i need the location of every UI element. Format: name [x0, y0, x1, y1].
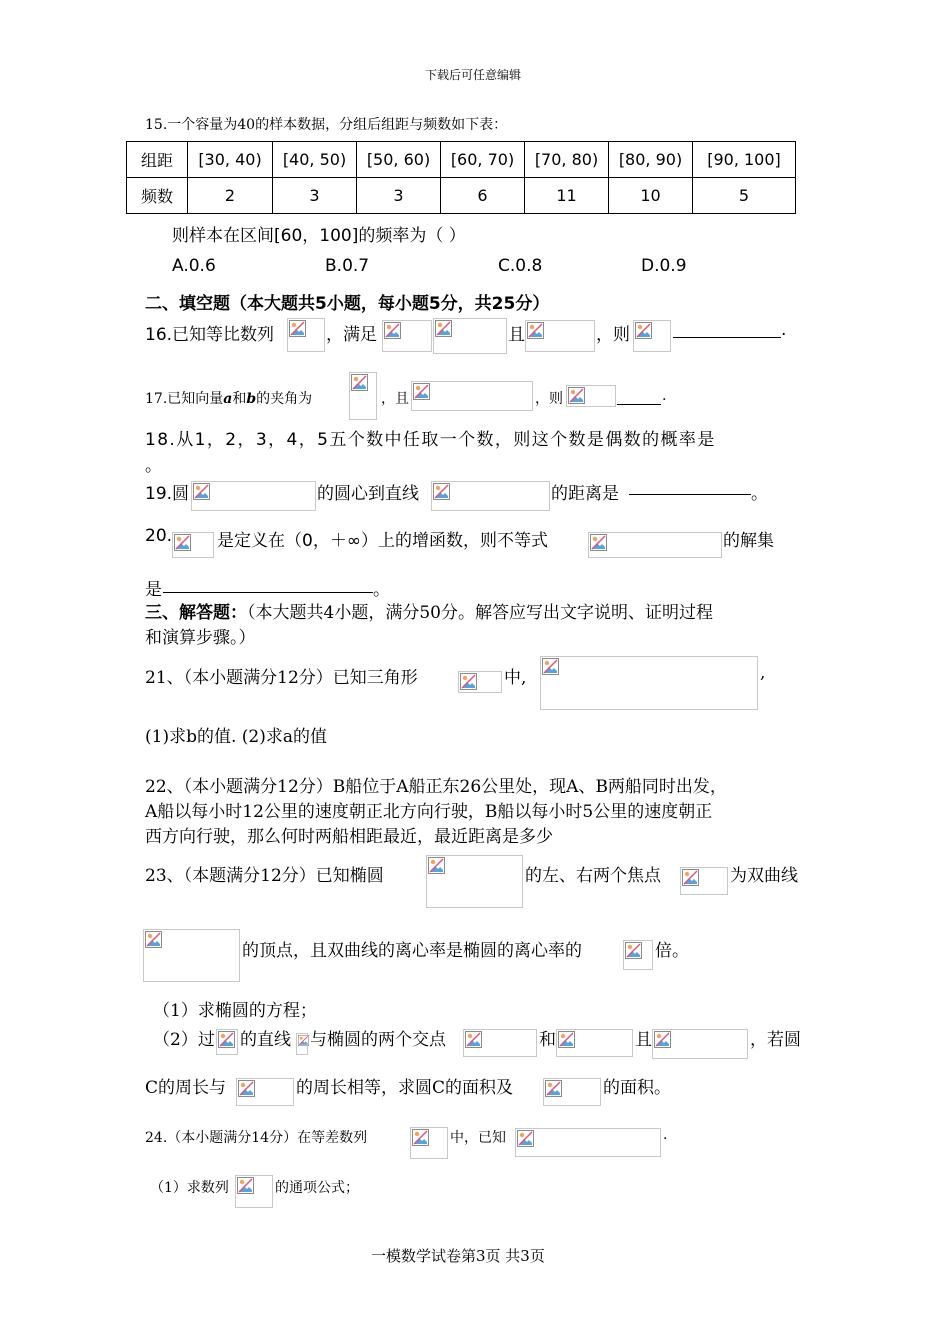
formula-image [349, 372, 377, 420]
table-cell: [60, 70) [441, 142, 525, 178]
table-row-label: 频数 [127, 178, 188, 214]
formula-image [143, 929, 240, 982]
q17-answer-blank [617, 404, 661, 405]
broken-image-icon [351, 374, 368, 391]
q19-text-a: 19.圆 [145, 484, 190, 504]
broken-image-icon [527, 322, 544, 339]
table-cell: [50, 60) [357, 142, 441, 178]
section3-line2: 和演算步骤。） [145, 628, 256, 648]
formula-image [680, 867, 728, 895]
broken-image-icon [238, 1080, 255, 1097]
q23-part2-c: 与椭圆的两个交点 [310, 1030, 446, 1050]
q23-part2-e: 且 [635, 1030, 652, 1050]
table-row-label: 组距 [127, 142, 188, 178]
q15-prompt: 15.一个容量为40的样本数据，分组后组距与频数如下表： [145, 117, 508, 133]
broken-image-icon [218, 1031, 235, 1048]
formula-image [235, 1175, 273, 1208]
broken-image-icon [542, 658, 559, 675]
q23-text-d: 的顶点，且双曲线的离心率是椭圆的离心率的 [242, 941, 582, 961]
q22-line3: 西方向行驶，那么何时两船相距最近，最近距离是多少 [145, 827, 553, 847]
q23-part3-c: 的面积。 [603, 1078, 671, 1098]
q23-part2-b: 的直线 [240, 1030, 291, 1050]
table-cell: [70, 80) [525, 142, 609, 178]
broken-image-icon [145, 931, 162, 948]
table-cell: 3 [357, 178, 441, 214]
section3-title: 三、解答题： [145, 603, 247, 623]
formula-image [556, 1029, 633, 1057]
table-row [127, 178, 796, 214]
formula-image [172, 532, 214, 558]
q23-part3-b: 的周长相等，求圆C的面积及 [296, 1078, 514, 1098]
broken-image-icon [545, 1080, 562, 1097]
broken-image-icon [465, 1031, 482, 1048]
q20-number: 20. [145, 526, 173, 546]
table-cell: 6 [441, 178, 525, 214]
formula-image [458, 671, 502, 693]
q20-line2: 是 [145, 580, 162, 600]
broken-image-icon [435, 320, 452, 337]
q23-text-b: 的左、右两个焦点 [525, 866, 661, 886]
q23-part1: （1）求椭圆的方程； [153, 1001, 317, 1021]
formula-image [652, 1029, 748, 1059]
formula-image [588, 532, 722, 558]
table-cell: [40, 50) [273, 142, 357, 178]
table-cell: 2 [188, 178, 273, 214]
formula-image [463, 1029, 537, 1057]
q21-text-c: , [760, 663, 766, 683]
q17-prefix: 17.已知向量 [145, 391, 224, 407]
table-cell: [90, 100] [693, 142, 796, 178]
q15-option-a: A.0.6 [172, 256, 216, 276]
q23-part2-d: 和 [539, 1030, 556, 1050]
broken-image-icon [460, 673, 477, 690]
broken-image-icon [635, 322, 652, 339]
formula-image [191, 481, 316, 511]
formula-image [426, 855, 523, 908]
q21-text-a: 21、（本小题满分12分）已知三角形 [145, 668, 418, 688]
broken-image-icon [428, 857, 445, 874]
q23-text-c: 为双曲线 [730, 866, 798, 886]
broken-image-icon [625, 942, 642, 959]
formula-image [566, 385, 616, 407]
broken-image-icon [413, 383, 430, 400]
table-row [127, 142, 796, 178]
q20-text-c: 的解集 [723, 531, 774, 551]
q16-answer-blank [673, 337, 781, 338]
q20-answer-blank [163, 592, 373, 593]
q19-text-b: 的圆心到直线 [317, 484, 419, 504]
formula-image [623, 940, 653, 970]
formula-image [216, 1029, 238, 1055]
q24-part1-b: 的通项公式； [275, 1180, 359, 1196]
q15-option-b: B.0.7 [325, 256, 370, 276]
q23-part2-a: （2）过 [153, 1030, 215, 1050]
q19-answer-blank [629, 494, 751, 495]
broken-image-icon [433, 483, 450, 500]
table-cell: [30, 40) [188, 142, 273, 178]
formula-image [540, 656, 758, 710]
broken-image-icon [517, 1130, 534, 1147]
section2-title: 二、填空题（本大题共5小题，每小题5分，共25分） [145, 294, 550, 314]
q22-line1: 22、（本小题满分12分）B船位于A船正东26公里处，现A、B两船同时出发， [145, 777, 727, 797]
q21-line2: (1)求b的值. (2)求a的值 [145, 727, 327, 747]
formula-image [236, 1078, 294, 1106]
frequency-table [126, 141, 796, 214]
broken-image-icon [654, 1031, 671, 1048]
formula-image [382, 320, 432, 352]
q16-text-a: 16.已知等比数列 [145, 325, 275, 345]
vector-b: b [246, 391, 257, 407]
section3-heading [145, 598, 713, 623]
table-cell: 3 [273, 178, 357, 214]
formula-image [525, 320, 595, 352]
broken-image-icon [289, 320, 306, 337]
formula-image [633, 320, 671, 352]
broken-image-icon [384, 322, 401, 339]
q16-end: . [781, 320, 787, 340]
q18-line1: 18.从1，2，3，4，5五个数中任取一个数，则这个数是偶数的概率是 [145, 430, 716, 450]
q19-text-c: 的距离是 [551, 484, 619, 504]
formula-image [433, 318, 507, 354]
table-cell: 11 [525, 178, 609, 214]
broken-image-icon [412, 1129, 429, 1146]
header-watermark: 下载后可任意编辑 [425, 68, 522, 82]
q18-line2: 。 [145, 456, 162, 476]
formula-image [515, 1128, 661, 1157]
vector-a: a [223, 391, 233, 407]
formula-image [431, 481, 550, 511]
q15-question: 则样本在区间[60，100]的频率为（ ） [172, 226, 466, 246]
q24-text-a: 24.（本小题满分14分）在等差数列 [145, 1130, 368, 1146]
table-cell: 10 [609, 178, 693, 214]
q20-text-b: 是定义在（0，＋∞）上的增函数，则不等式 [217, 531, 548, 551]
q17-text-a [145, 388, 312, 408]
q22-line2: A船以每小时12公里的速度朝正北方向行驶，B船以每小时5公里的速度朝正 [145, 802, 713, 822]
q17-and: 和 [232, 391, 247, 407]
q23-text-e: 倍。 [655, 941, 689, 961]
broken-image-icon [590, 534, 607, 551]
broken-image-icon [193, 483, 210, 500]
q17-text-c: ，且 [381, 391, 409, 407]
formula-image [410, 1127, 448, 1159]
formula-image [543, 1078, 601, 1106]
q24-part1-a: （1）求数列 [150, 1180, 229, 1196]
q24-end: . [663, 1127, 668, 1143]
formula-image [296, 1033, 308, 1055]
q21-text-b: 中, [504, 668, 527, 688]
broken-image-icon [237, 1177, 254, 1194]
broken-image-icon [298, 1035, 309, 1046]
q23-part2-f: ，若圆 [750, 1030, 801, 1050]
q19-end: 。 [751, 484, 768, 504]
page-footer: 一模数学试卷第3页 共3页 [371, 1247, 545, 1265]
formula-image [411, 381, 533, 411]
q17-end: . [662, 388, 667, 404]
table-cell: [80, 90) [609, 142, 693, 178]
broken-image-icon [174, 534, 191, 551]
table-cell: 5 [693, 178, 796, 214]
broken-image-icon [568, 387, 585, 404]
broken-image-icon [558, 1031, 575, 1048]
q15-option-c: C.0.8 [498, 256, 543, 276]
q16-text-b: ，满足 [326, 325, 377, 345]
formula-image [287, 318, 325, 352]
broken-image-icon [682, 869, 699, 886]
q23-text-a: 23、（本题满分12分）已知椭圆 [145, 866, 384, 886]
q15-option-d: D.0.9 [641, 256, 687, 276]
section3-rest: （本大题共4小题，满分50分。解答应写出文字说明、证明过程 [247, 603, 713, 623]
q16-text-d: ，则 [596, 325, 630, 345]
q16-text-c: 且 [508, 325, 525, 345]
q23-part3-a: C的周长与 [145, 1078, 227, 1098]
q17-angle: 的夹角为 [256, 391, 313, 407]
q24-text-b: 中，已知 [450, 1130, 506, 1146]
q17-text-d: ，则 [535, 391, 563, 407]
q20-end: 。 [373, 580, 390, 600]
